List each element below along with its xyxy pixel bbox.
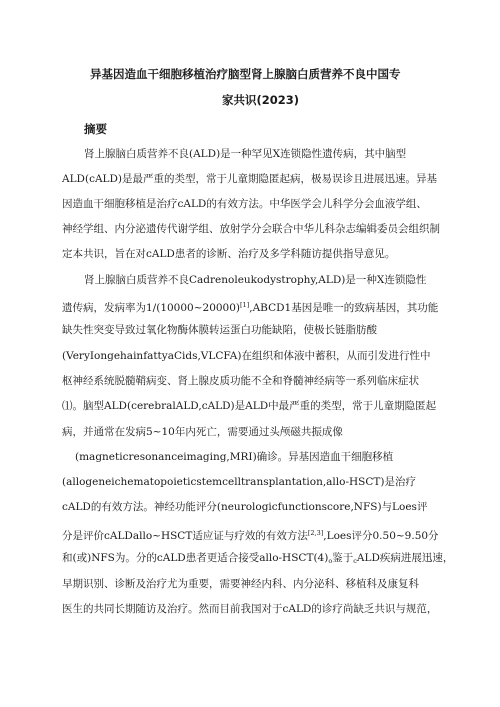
body-line: (magneticresonanceimaging,MRI)确诊。异基因造血干细胞移植 xyxy=(75,451,394,463)
abstract-heading: 摘要 xyxy=(84,122,107,136)
abstract-line: 定本共识，旨在对cALD患者的诊断、治疗及多学科随访提供指导意见。 xyxy=(62,248,396,260)
body-line xyxy=(62,551,453,568)
body-text: ,ABCD1基因是唯一的致病基因，其功能 xyxy=(249,302,439,314)
body-line: cALD的有效方法。神经功能评分(neurologicfunctionscore,NFS)与Loes评 xyxy=(62,501,428,513)
body-text: 鉴于 xyxy=(332,552,354,564)
body-line: 缺失性突变导致过氧化物酶体膜转运蛋白功能缺陷，使极长链脂肪酸 xyxy=(62,324,377,336)
doc-title-line-2: 家共识(2023) xyxy=(222,93,300,107)
body-line: ⑴。脑型ALD(cerebralALD,cALD)是ALD中最严重的类型，常于儿童期隐匿起 xyxy=(62,400,437,412)
subscript-mark: c xyxy=(353,557,357,565)
body-line xyxy=(62,526,439,543)
body-line xyxy=(62,298,438,315)
body-line: (VeryIongehainfattyaCids,VLCFA)在组织和体液中蓄积，从而引发进行性中 xyxy=(62,350,431,362)
citation-ref: [1] xyxy=(240,301,250,309)
abstract-line: 神经学组、内分泌遗传代谢学组、放射学分会联合中华儿科杂志编辑委员会组织制 xyxy=(62,223,440,235)
body-text: ,Loes评分0.50~9.50分 xyxy=(323,530,439,542)
doc-title-line-1: 异基因造血干细胞移植治疗脑型肾上腺脑白质营养不良中国专 xyxy=(90,67,401,81)
abstract-line: ALD(cALD)是最严重的类型，常于儿童期隐匿起病，极易误诊且进展迅速。异基 xyxy=(62,173,438,185)
body-text: 遗传病，发病率为1/(10000~20000) xyxy=(62,302,241,314)
body-line: 病，并通常在发病5~10年内死亡，需要通过头颅磁共振成像 xyxy=(62,426,343,438)
body-line: 医生的共同长期随访及治疗。然而目前我国对于cALD的诊疗尚缺乏共识与规范， xyxy=(62,603,438,615)
body-line: 早期识别、诊断及治疗尤为重要，需要神经内科、内分泌科、移植科及康复科 xyxy=(62,578,419,590)
citation-ref: [2,3] xyxy=(307,529,324,537)
body-line: 枢神经系统脱髓鞘病变、肾上腺皮质功能不全和脊髓神经病等一系列临床症状 xyxy=(62,375,419,387)
body-text: 分是评价cALDallo~HSCT适应证与疗效的有效方法 xyxy=(62,530,308,542)
body-text: ALD疾病进展迅速， xyxy=(356,552,454,564)
abstract-line: 因造血干细胞移植是治疗cALD的有效方法。中华医学会儿科学分会血液学组、 xyxy=(62,198,427,210)
body-text: 和(或)NFS为。分的cALD患者更适合接受allo-HSCT(4) xyxy=(62,552,329,564)
subscript-mark: o xyxy=(328,557,333,565)
abstract-line: 肾上腺脑白质营养不良(ALD)是一种罕见X连锁隐性遗传病，其中脑型 xyxy=(84,148,407,160)
body-line: 肾上腺脑白质营养不良Cadrenoleukodystrophy,ALD)是一种X连锁隐性 xyxy=(84,274,427,286)
body-line: (allogeneichematopoieticstemcelltransplantation,allo-HSCT)是治疗 xyxy=(62,476,417,488)
